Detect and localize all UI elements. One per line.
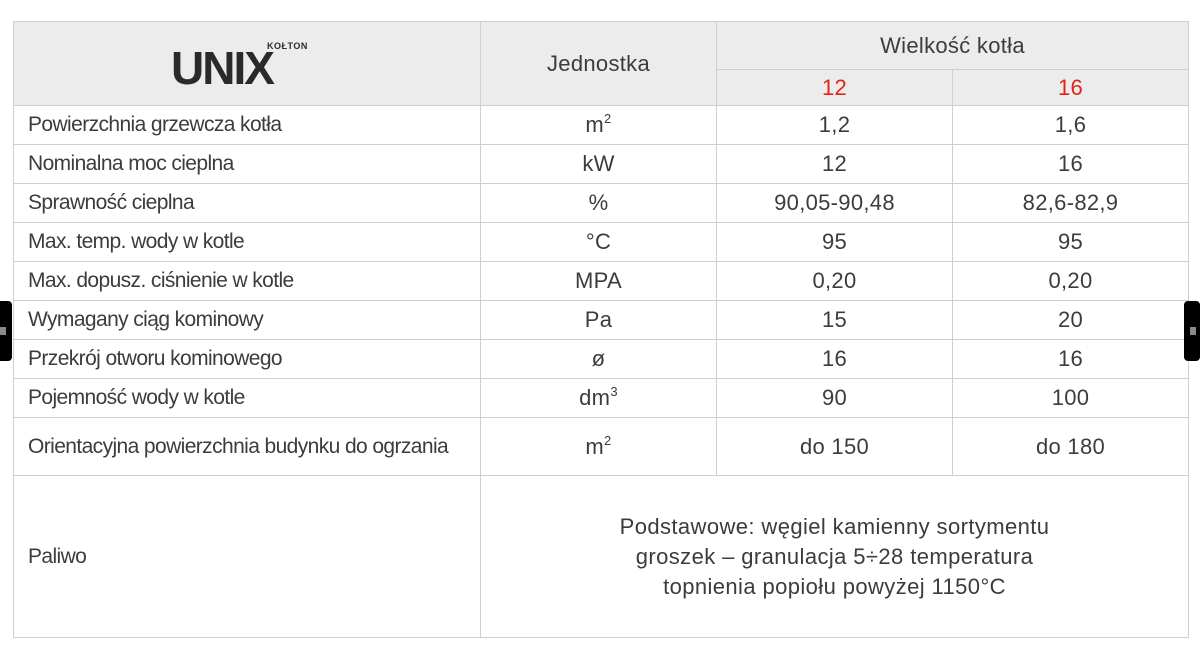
value-16: do 180 — [953, 418, 1189, 476]
size-12-header: 12 — [717, 70, 953, 106]
value-12: 12 — [717, 145, 953, 184]
unit-value: $m^2$ — [481, 418, 717, 476]
value-16: 20 — [953, 301, 1189, 340]
value-16: 0,20 — [953, 262, 1189, 301]
table-row — [14, 418, 1189, 476]
table-row — [14, 340, 1189, 379]
value-12: 90 — [717, 379, 953, 418]
fuel-line: groszek – granulacja 5÷28 temperatura — [635, 543, 1034, 569]
fuel-row — [14, 476, 1189, 638]
value-16: 16 — [953, 145, 1189, 184]
next-page-handle[interactable] — [1184, 301, 1200, 361]
unix-logo — [167, 38, 327, 90]
param-label: Sprawność cieplna — [14, 184, 481, 223]
value-12: 95 — [717, 223, 953, 262]
param-label: Max. dopusz. ciśnienie w kotle — [14, 262, 481, 301]
prev-page-handle[interactable] — [0, 301, 12, 361]
table-row — [14, 379, 1189, 418]
svg-text:KOŁTON: KOŁTON — [267, 40, 308, 51]
svg-text:UNIX: UNIX — [171, 41, 273, 90]
value-16: 16 — [953, 340, 1189, 379]
logo-cell — [14, 22, 481, 106]
unit-value: Pa — [481, 301, 717, 340]
table-row — [14, 184, 1189, 223]
table-row — [14, 106, 1189, 145]
unit-value: $dm^3$ — [481, 379, 717, 418]
param-label: Powierzchnia grzewcza kotła — [14, 106, 481, 145]
param-label: Max. temp. wody w kotle — [14, 223, 481, 262]
value-12: 0,20 — [717, 262, 953, 301]
value-12: 1,2 — [717, 106, 953, 145]
value-16: 100 — [953, 379, 1189, 418]
value-16: 1,6 — [953, 106, 1189, 145]
table-row — [14, 262, 1189, 301]
unit-value: °C — [481, 223, 717, 262]
fuel-line: topnienia popiołu powyżej 1150°C — [663, 573, 1006, 599]
param-label: Nominalna moc cieplna — [14, 145, 481, 184]
size-16-header: 16 — [953, 70, 1189, 106]
unit-value: MPA — [481, 262, 717, 301]
unit-value: ø — [481, 340, 717, 379]
table-row — [14, 145, 1189, 184]
fuel-line: Podstawowe: węgiel kamienny sortymentu — [619, 513, 1050, 539]
unit-value: % — [481, 184, 717, 223]
value-12: 16 — [717, 340, 953, 379]
value-12: do 150 — [717, 418, 953, 476]
value-12: 90,05-90,48 — [717, 184, 953, 223]
value-12: 15 — [717, 301, 953, 340]
unit-value: $m^2$ — [481, 106, 717, 145]
param-label: Wymagany ciąg kominowy — [14, 301, 481, 340]
value-16: 82,6-82,9 — [953, 184, 1189, 223]
unit-value: kW — [481, 145, 717, 184]
fuel-label: Paliwo — [14, 476, 481, 638]
spec-table — [13, 21, 1189, 638]
fuel-description — [481, 476, 1189, 638]
table-row — [14, 301, 1189, 340]
param-label: Przekrój otworu kominowego — [14, 340, 481, 379]
size-header: Wielkość kotła — [717, 22, 1189, 70]
unit-header: Jednostka — [481, 22, 717, 106]
value-16: 95 — [953, 223, 1189, 262]
param-label: Pojemność wody w kotle — [14, 379, 481, 418]
param-label: Orientacyjna powierzchnia budynku do ogrzania — [14, 418, 481, 476]
table-row — [14, 223, 1189, 262]
arrow-left-icon — [0, 327, 6, 335]
arrow-right-icon — [1190, 327, 1196, 335]
